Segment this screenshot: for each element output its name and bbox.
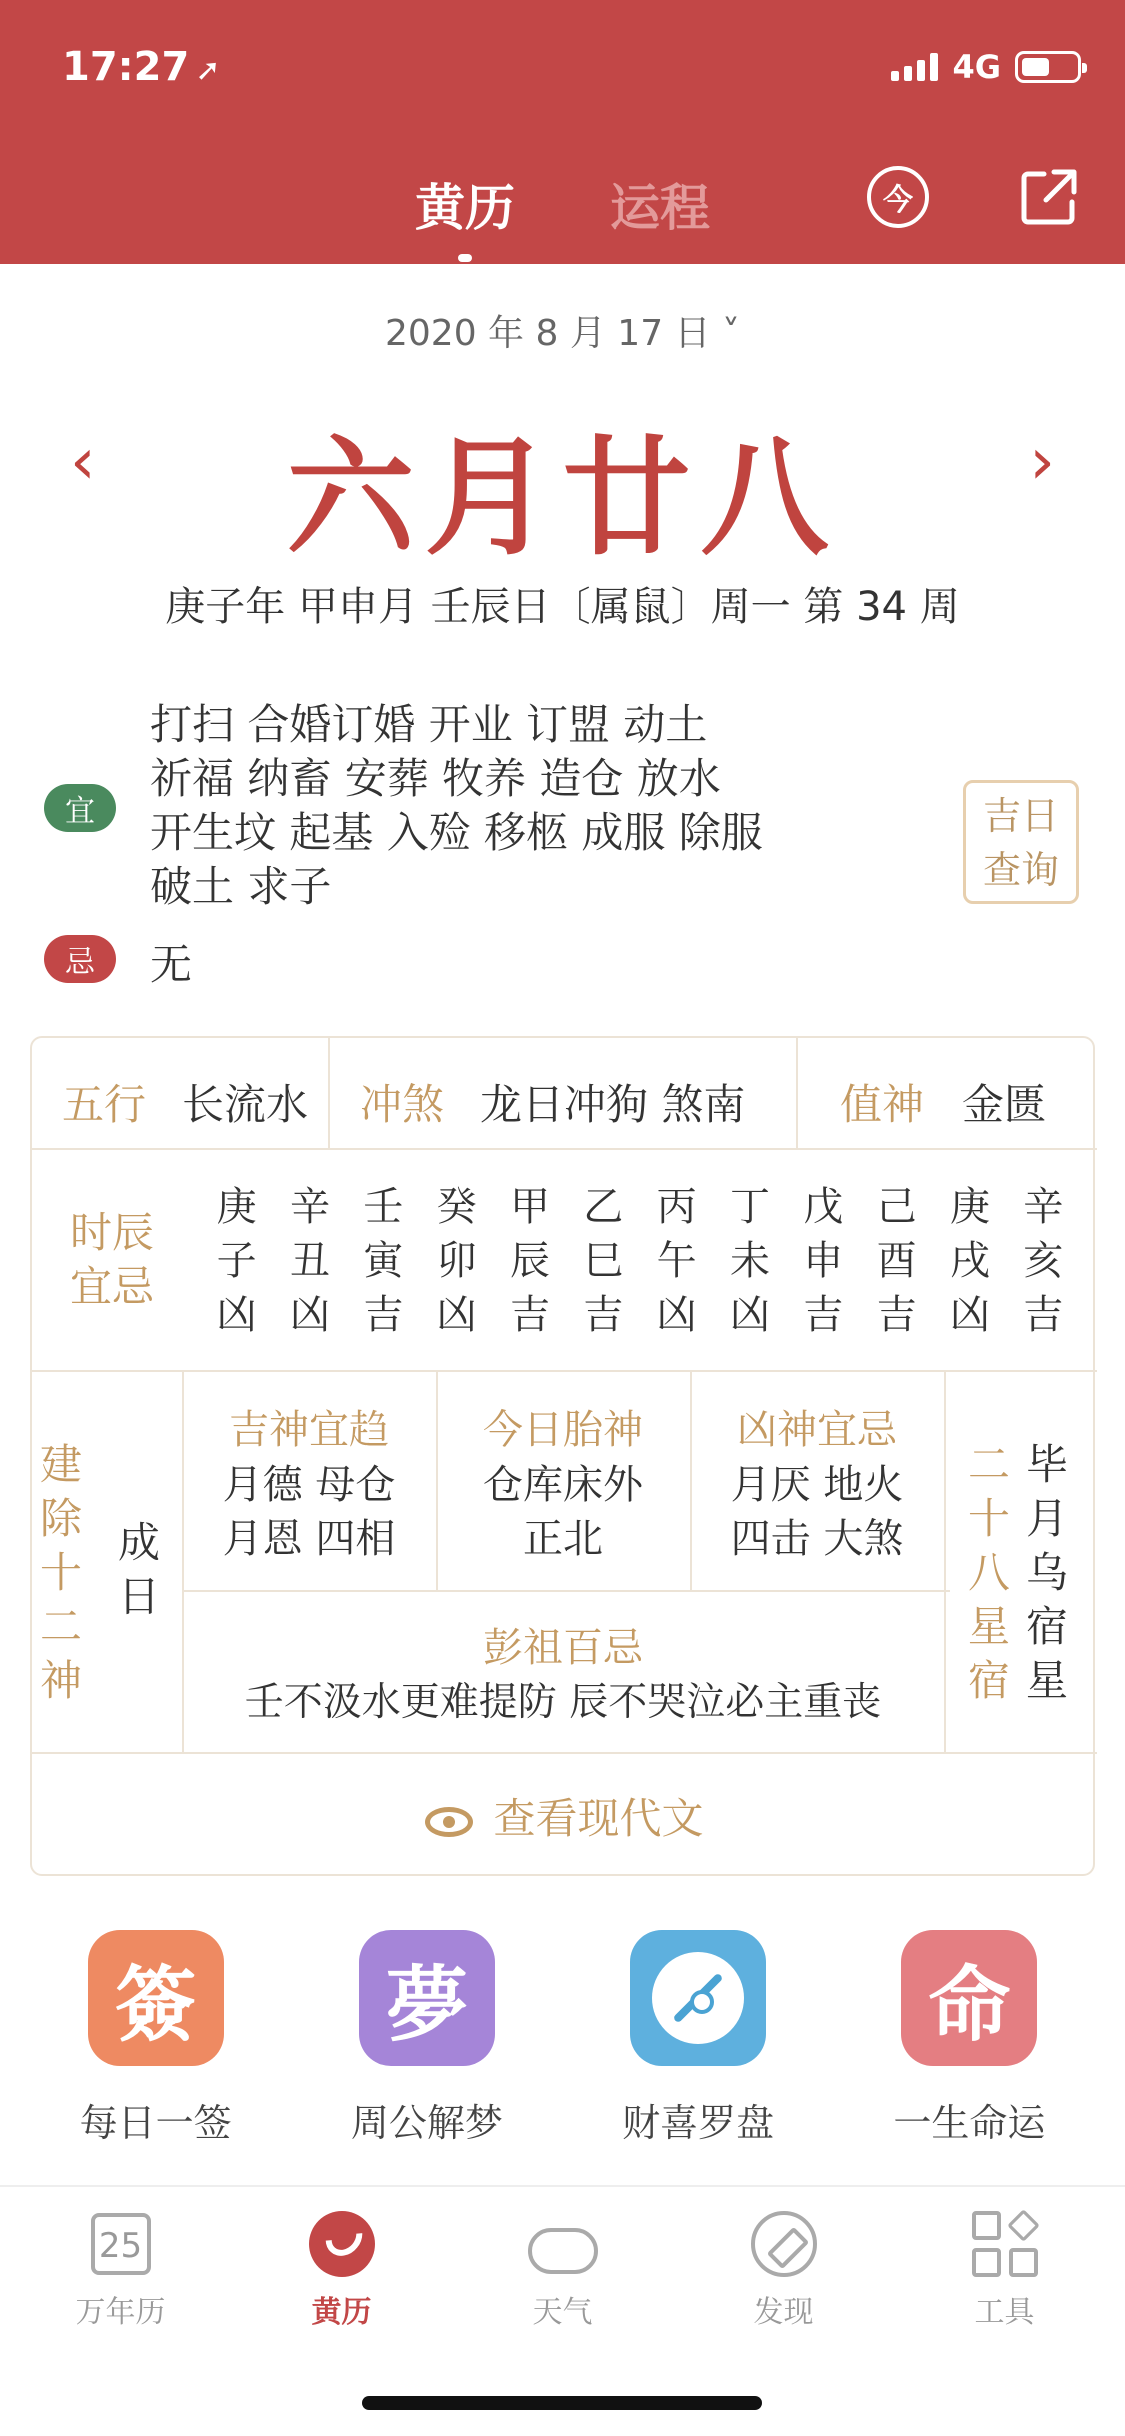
hour-column[interactable]: 戊 申 吉	[803, 1184, 844, 1338]
home-indicator[interactable]	[362, 2396, 762, 2410]
yi-list	[150, 698, 930, 914]
tab-huangli[interactable]: 黄历	[415, 168, 515, 240]
lunar-date: 六月廿八	[286, 423, 839, 573]
nav-weather[interactable]	[463, 2209, 663, 2331]
battery-icon	[1015, 51, 1081, 83]
signal-icon	[891, 53, 938, 81]
nav-huangli[interactable]	[242, 2209, 442, 2331]
share-icon[interactable]	[1018, 166, 1080, 228]
lunar-date-row	[0, 395, 1125, 573]
feature-apps	[0, 1930, 1125, 2147]
app-header	[0, 0, 1125, 264]
tools-icon	[970, 2209, 1040, 2279]
compass-app-icon	[630, 1930, 766, 2066]
yi-line: 破土 求子	[150, 862, 332, 911]
xiongshen-title: 凶神宜忌	[737, 1407, 897, 1453]
bottom-nav	[0, 2185, 1125, 2436]
nav-label: 工具	[974, 2295, 1035, 2330]
app-label: 财喜罗盘	[622, 2101, 775, 2145]
view-modern-label: 查看现代文	[493, 1794, 704, 1843]
status-time-text: 17:27	[62, 44, 190, 90]
ji-text: 无	[150, 940, 193, 989]
header-tabs	[0, 168, 1125, 240]
app-label: 周公解梦	[350, 2101, 503, 2145]
sign-icon: 簽	[88, 1930, 224, 2066]
weather-icon	[528, 2209, 598, 2279]
xingxiu-value: 毕 月 乌 宿 星	[1025, 1440, 1068, 1705]
hour-column[interactable]: 乙 巳 吉	[583, 1184, 624, 1338]
app-compass[interactable]	[588, 1930, 808, 2147]
compass-icon	[749, 2209, 819, 2279]
yi-line: 打扫 合婚订婚 开业 订盟 动土	[150, 700, 708, 749]
nav-discover[interactable]	[684, 2209, 884, 2331]
jiri-button-line2: 查询	[982, 848, 1059, 892]
taishen-title: 今日胎神	[483, 1407, 643, 1453]
chongsha-value: 龙日冲狗 煞南	[480, 1080, 746, 1129]
jianchu-value: 成 日	[117, 1518, 160, 1621]
xingxiu-label: 二 十 八 星 宿	[967, 1440, 1010, 1705]
chongsha-label: 冲煞	[360, 1080, 445, 1129]
today-icon[interactable]: 今	[867, 166, 929, 228]
hour-column[interactable]: 庚 戌 凶	[949, 1184, 990, 1338]
view-modern-button[interactable]	[32, 1786, 1097, 1846]
zhishen-value: 金匮	[962, 1080, 1047, 1129]
fate-icon: 命	[901, 1930, 1037, 2066]
date-selector[interactable]: 2020 年 8 月 17 日 ˅	[385, 313, 740, 354]
nav-tools[interactable]	[905, 2209, 1105, 2331]
app-dream[interactable]	[317, 1930, 537, 2147]
jishen-body: 月德 母仓 月恩 四相	[222, 1462, 396, 1562]
nav-wannianli[interactable]	[21, 2209, 221, 2331]
yi-line: 祈福 纳畜 安葬 牧养 造仓 放水	[150, 754, 721, 803]
taishen-body: 仓库床外 正北	[483, 1462, 643, 1562]
yi-badge: 宜	[44, 784, 116, 832]
network-label: 4G	[952, 48, 1001, 86]
jishen-title: 吉神宜趋	[229, 1407, 389, 1453]
hour-column[interactable]: 癸 卯 凶	[436, 1184, 477, 1338]
jiri-button-line1: 吉日	[982, 794, 1059, 838]
wuxing-value: 长流水	[182, 1080, 309, 1129]
prev-day-arrow-icon[interactable]: ‹	[70, 425, 96, 499]
nav-label: 发现	[753, 2295, 814, 2330]
xiongshen-body: 月厌 地火 四击 大煞	[730, 1462, 904, 1562]
huangli-icon	[307, 2209, 377, 2279]
hours-label-line2: 宜忌	[69, 1262, 154, 1311]
eye-icon	[425, 1807, 473, 1837]
nav-label: 黄历	[311, 2295, 372, 2330]
nav-label: 天气	[532, 2295, 593, 2330]
pengzu-text: 壬不汲水更难提防 辰不哭泣必主重丧	[244, 1680, 882, 1725]
dream-icon: 夢	[359, 1930, 495, 2066]
ganzhi-line: 庚子年 甲申月 壬辰日〔属鼠〕周一 第 34 周	[165, 584, 960, 630]
status-indicators	[891, 48, 1081, 86]
almanac-table	[30, 1036, 1095, 1876]
location-arrow-icon: ➚	[195, 53, 221, 88]
hour-column[interactable]: 辛 亥 吉	[1023, 1184, 1064, 1338]
status-time	[62, 44, 220, 90]
wuxing-label: 五行	[62, 1080, 147, 1129]
pengzu-title: 彭祖百忌	[483, 1625, 643, 1671]
hour-column[interactable]: 丁 未 凶	[729, 1184, 770, 1338]
hour-column[interactable]: 壬 寅 吉	[363, 1184, 404, 1338]
calendar-icon: 25	[86, 2209, 156, 2279]
hour-column[interactable]: 丙 午 凶	[656, 1184, 697, 1338]
nav-label: 万年历	[75, 2295, 166, 2330]
tab-yuncheng[interactable]: 运程	[610, 179, 710, 237]
hours-label-line1: 时辰	[69, 1208, 154, 1257]
yi-line: 开生坟 起基 入殓 移柩 成服 除服	[150, 808, 763, 857]
jiri-query-button[interactable]	[963, 780, 1079, 904]
hour-column[interactable]: 甲 辰 吉	[509, 1184, 550, 1338]
next-day-arrow-icon[interactable]: ›	[1029, 425, 1055, 499]
app-daily-sign[interactable]	[46, 1930, 266, 2147]
hours-grid	[200, 1180, 1080, 1342]
hour-column[interactable]: 庚 子 凶	[216, 1184, 257, 1338]
app-label: 每日一签	[79, 2101, 232, 2145]
ji-badge: 忌	[44, 935, 116, 983]
zhishen-label: 值神	[840, 1080, 925, 1129]
app-label: 一生命运	[893, 2101, 1046, 2145]
hour-column[interactable]: 己 酉 吉	[876, 1184, 917, 1338]
jianchu-label: 建 除 十 二 神	[39, 1440, 82, 1705]
hour-column[interactable]: 辛 丑 凶	[289, 1184, 330, 1338]
app-fate[interactable]	[859, 1930, 1079, 2147]
hours-label	[62, 1206, 162, 1314]
